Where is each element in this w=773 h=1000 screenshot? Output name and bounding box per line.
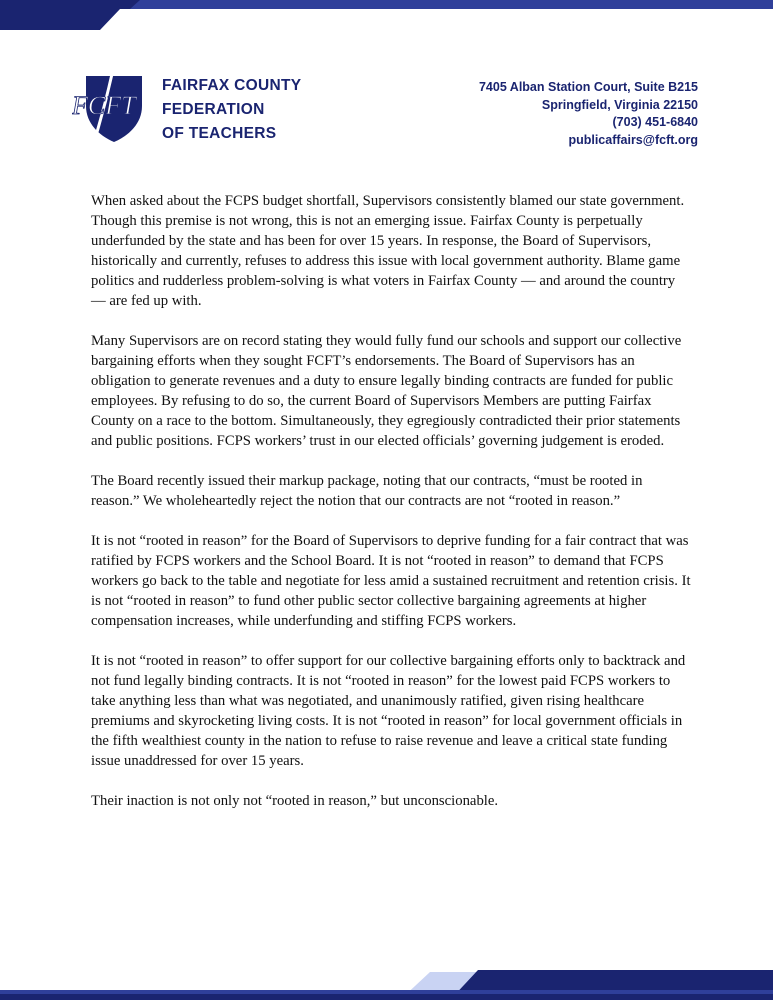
org-name-line-3: OF TEACHERS	[162, 125, 277, 142]
bottom-decorative-band	[0, 966, 773, 1000]
paragraph-4: It is not “rooted in reason” for the Board of Supervisors to deprive funding for a fair contract that was ratified by FCPS workers and the School Board. It is not “rooted in reason” to demand that FCPS workers go back to the table and negotiate for less amid a sustained recruitment and retention crisis. It is not “rooted in reason” to fund other public sector collective bargaining agreements at higher compensation increases, while underfunding and stiffing FCPS workers.	[91, 533, 691, 629]
letter-body	[91, 191, 691, 831]
paragraph-1: When asked about the FCPS budget shortfall, Supervisors consistently blamed our state government. Though this premise is not wrong, this is not an emerging issue. Fairfax County is perpetually underfunded by the state and has been for over 15 years. In response, the Board of Supervisors, historically and currently, refuses to address this issue with local government authority. Blame game politics and rudderless problem-solving is what voters in Fairfax County — and around the country — are fed up with.	[91, 193, 685, 309]
top-decorative-band	[0, 0, 773, 34]
address-line-1: 7405 Alban Station Court, Suite B215	[478, 80, 698, 94]
logo-lettering: FCFT	[72, 91, 136, 120]
email-address[interactable]: publicaffairs@fcft.org	[568, 132, 698, 147]
organization-name	[162, 74, 301, 146]
paragraph-5: It is not “rooted in reason” to offer support for our collective bargaining efforts only to backtrack and not fund legally binding contracts. It is not “rooted in reason” for the lowest paid FCPS workers to take anything less than what was negotiated, and unanimously ratified, given rising healthcare premiums and skyrocketing living costs. It is not “rooted in reason” for local government officials in the fifth wealthiest county in the nation to refuse to raise revenue and leave a critical state funding issue unaddressed for over 15 years.	[91, 653, 686, 769]
org-name-line-2: FEDERATION	[162, 101, 265, 118]
contact-block	[479, 79, 698, 149]
fcft-logo-icon	[72, 72, 156, 144]
org-name-line-1: FAIRFAX COUNTY	[162, 77, 302, 94]
paragraph-2: Many Supervisors are on record stating they would fully fund our schools and support our collective bargaining efforts when they sought FCFT’s endorsements. The Board of Supervisors has an obligation to generate revenues and a duty to ensure legally binding contracts are funded for public employees. By refusing to do so, the current Board of Supervisors Members are putting Fairfax County on a race to the bottom. Simultaneously, they egregiously contradicted their prior statements and public positions. FCPS workers’ trust in our elected officials’ governing judgement is eroded.	[91, 333, 682, 449]
paragraph-3: The Board recently issued their markup package, noting that our contracts, “must be rooted in reason.” We wholeheartedly reject the notion that our contracts are not “rooted in reason.”	[91, 473, 643, 509]
address-line-2: Springfield, Virginia 22150	[541, 97, 698, 112]
paragraph-6: Their inaction is not only not “rooted in reason,” but unconscionable.	[91, 793, 499, 809]
phone-number: (703) 451-6840	[612, 115, 698, 129]
